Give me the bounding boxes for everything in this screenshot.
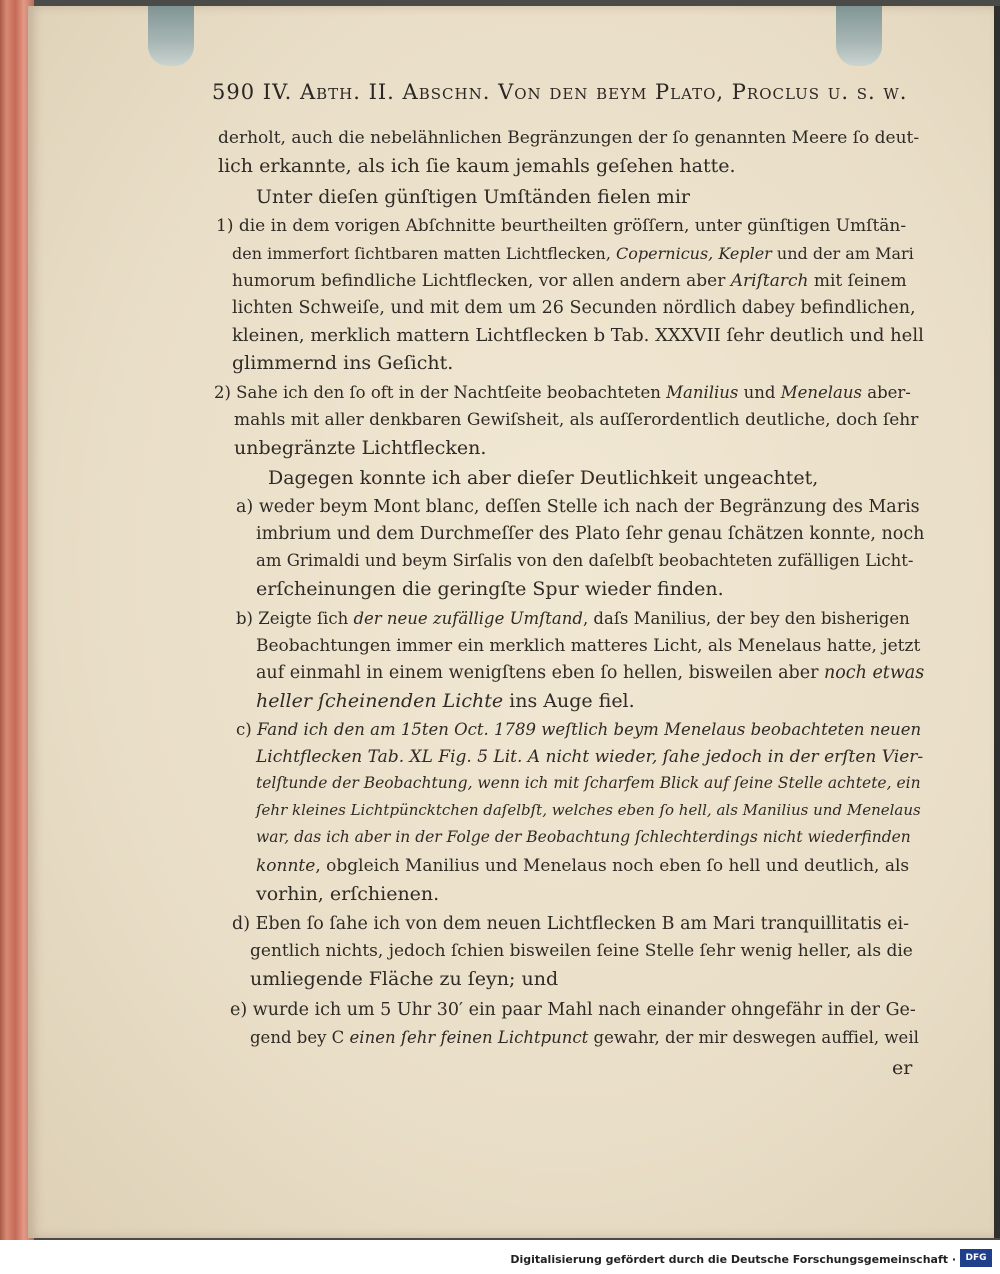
page-number: 590 xyxy=(212,80,256,104)
text-line: derholt, auch die nebelähnlichen Begränzungen der ſo genannten Meere ſo deut- xyxy=(218,128,920,148)
text-line: imbrium und dem Durchmeſſer des Plato ſehr genau ſchätzen konnte, noch xyxy=(256,524,925,544)
text-line: Beobachtungen immer ein merklich matteres Licht, als Menelaus hatte, jetzt xyxy=(256,636,921,656)
scan-edge xyxy=(994,6,1000,1238)
text-line: humorum befindliche Lichtflecken, vor allen andern aber Ariſtarch mit ſeinem xyxy=(232,271,907,291)
text-line: 2) Sahe ich den ſo oft in der Nachtſeite beobachteten Manilius und Menelaus aber- xyxy=(214,383,911,402)
text-line: heller ſcheinenden Lichte ins Auge fiel. xyxy=(256,690,635,712)
header-roman: II. xyxy=(368,80,395,104)
text-line: umliegende Fläche zu ſeyn; und xyxy=(250,968,559,990)
text-line: erſcheinungen die geringſte Spur wieder finden. xyxy=(256,578,724,600)
text-line: lich erkannte, als ich ſie kaum jemahls geſehen hatte. xyxy=(218,155,736,177)
text-line: a) weder beym Mont blanc, deſſen Stelle ich nach der Begränzung des Maris xyxy=(236,497,920,517)
text-line: c) Fand ich den am 15ten Oct. 1789 weſtlich beym Menelaus beobachteten neuen xyxy=(236,720,922,739)
text-line: telſtunde der Beobachtung, wenn ich mit ſcharfem Blick auf ſeine Stelle achtete, ein xyxy=(256,774,921,792)
dfg-logo: DFG xyxy=(960,1249,992,1267)
text-line: ſehr kleines Lichtpüncktchen daſelbſt, welches eben ſo hell, als Manilius und Menelaus xyxy=(256,801,921,819)
text-line: war, das ich aber in der Folge der Beobachtung ſchlechterdings nicht wiederfinden xyxy=(256,828,911,846)
text-line: gend bey C einen ſehr feinen Lichtpunct gewahr, der mir deswegen auffiel, weil xyxy=(250,1028,919,1047)
text-line: vorhin, erſchienen. xyxy=(256,883,440,905)
header-abth: Abth. xyxy=(299,80,361,104)
text-line: den immerfort ſichtbaren matten Lichtflecken, Copernicus, Kepler und der am Mari xyxy=(232,244,914,263)
catchword: er xyxy=(892,1057,913,1079)
text-line: kleinen, merklich mattern Lichtflecken b Tab. XXXVII ſehr deutlich und hell xyxy=(232,325,924,346)
text-line: glimmernd ins Geſicht. xyxy=(232,352,454,374)
text-line: b) Zeigte ſich der neue zufällige Umſtand, daſs Manilius, der bey den bisherigen xyxy=(236,609,910,628)
text-line: Unter dieſen günſtigen Umſtänden fielen mir xyxy=(256,186,690,208)
text-line: e) wurde ich um 5 Uhr 30′ ein paar Mahl nach einander ohngefähr in der Ge- xyxy=(230,1000,916,1020)
page-clip-right xyxy=(836,6,882,66)
text-line: konnte, obgleich Manilius und Menelaus noch eben ſo hell und deutlich, als xyxy=(256,856,910,876)
text-line: d) Eben ſo ſahe ich von dem neuen Lichtflecken B am Mari tranquillitatis ei- xyxy=(232,914,910,934)
page-clip-left xyxy=(148,6,194,66)
header-title: Von den beym Plato, Proclus u. s. w. xyxy=(498,80,908,104)
header-abschn: Abschn. xyxy=(402,80,491,104)
text-line: Dagegen konnte ich aber dieſer Deutlichkeit ungeachtet, xyxy=(268,467,819,489)
header-section: IV. xyxy=(262,80,293,104)
text-line: gentlich nichts, jedoch ſchien bisweilen ſeine Stelle ſehr wenig heller, als die xyxy=(250,941,913,961)
text-line: Lichtflecken Tab. XL Fig. 5 Lit. A nicht wieder, ſahe jedoch in der erſten Vier- xyxy=(256,747,924,767)
text-line: lichten Schweiſe, und mit dem um 26 Secunden nördlich dabey befindlichen, xyxy=(232,298,916,318)
running-header xyxy=(212,80,924,104)
text-line: unbegränzte Lichtflecken. xyxy=(234,437,487,459)
footer-credit: Digitalisierung gefördert durch die Deutsche Forschungsgemeinschaft · xyxy=(510,1253,956,1266)
text-line: am Grimaldi und beym Sirſalis von den daſelbſt beobachteten zufälligen Licht- xyxy=(256,551,914,570)
text-line: auf einmahl in einem wenigſtens eben ſo hellen, bisweilen aber noch etwas xyxy=(256,663,925,683)
footer-bar xyxy=(0,1240,1000,1274)
text-line: 1) die in dem vorigen Abſchnitte beurtheilten gröſſern, unter günſtigen Umſtän- xyxy=(216,216,907,236)
text-line: mahls mit aller denkbaren Gewiſsheit, als auſſerordentlich deutliche, doch ſehr xyxy=(234,410,919,430)
